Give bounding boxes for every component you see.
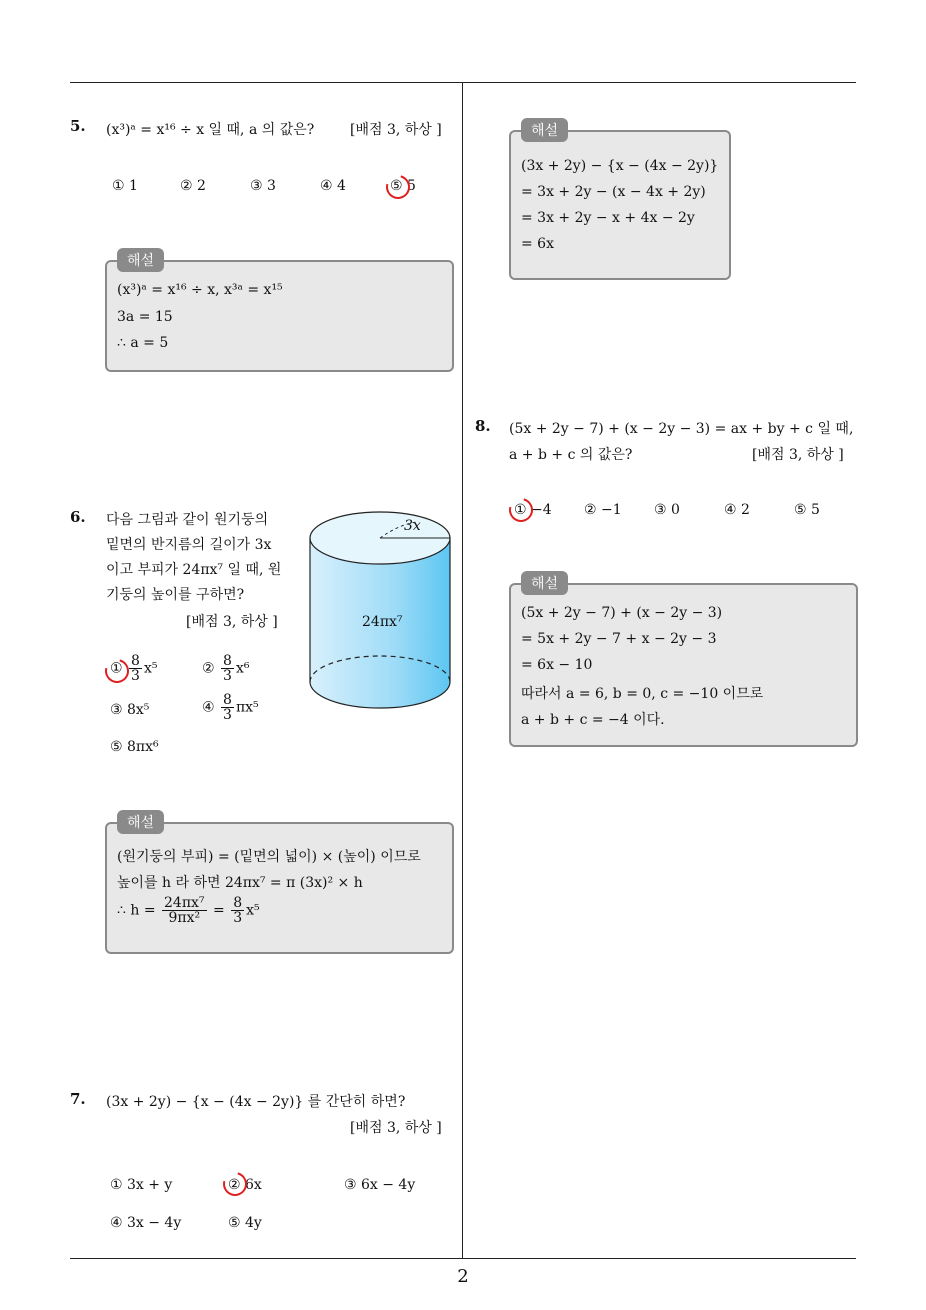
option-4[interactable] [202, 693, 259, 722]
question-text-line: a + b + c 의 값은? [509, 447, 633, 463]
option-1[interactable]: ① 1 [112, 178, 138, 194]
solution-line: 3a = 15 [117, 309, 173, 325]
solution-tag: 해설 [521, 118, 568, 142]
denominator: 3 [131, 668, 140, 684]
option-3[interactable]: ③ 8x⁵ [110, 702, 150, 718]
solution-line: (원기둥의 부피) = (밑면의 넓이) × (높이) 이므로 [117, 849, 421, 865]
solution-line: = 6x [521, 236, 554, 252]
option-4[interactable]: ④ 3x − 4y [110, 1215, 182, 1231]
option-marker: ② [202, 660, 215, 677]
question-number: 7. [70, 1090, 86, 1108]
question-text-line: 이고 부피가 24πx⁷ 일 때, 원 [106, 562, 282, 578]
denominator: 3 [233, 910, 243, 926]
option-3[interactable]: ③ 3 [250, 178, 276, 194]
answer-circle-mark [382, 171, 415, 204]
column-divider [462, 82, 463, 1258]
top-rule [70, 82, 856, 83]
solution-line: ∴ a = 5 [117, 335, 169, 351]
question-number: 5. [70, 117, 86, 135]
solution-line: (3x + 2y) − {x − (4x − 2y)} [521, 158, 719, 174]
fraction [221, 693, 234, 722]
question-text: (x³)ᵃ = x¹⁶ ÷ x 일 때, a 의 값은? [106, 122, 315, 138]
fraction [162, 896, 207, 925]
solution-box [105, 815, 454, 954]
answer-circle-mark [219, 1168, 252, 1201]
option-term: x⁵ [143, 660, 158, 677]
numerator: 8 [223, 692, 232, 708]
fraction [231, 896, 244, 925]
question-number: 8. [475, 417, 491, 435]
option-4[interactable]: ④ 4 [320, 178, 346, 194]
denominator: 3 [223, 707, 232, 723]
fraction [221, 654, 234, 683]
option-1[interactable]: ① −4 [514, 502, 552, 518]
question-text-line: 기둥의 높이를 구하면? [106, 587, 245, 603]
option-2[interactable]: ② 2 [180, 178, 206, 194]
equals-sign: = [213, 902, 225, 919]
solution-box-q7 [509, 123, 731, 280]
solution-line: = 6x − 10 [521, 657, 593, 673]
solution-line: = 3x + 2y − x + 4x − 2y [521, 210, 695, 226]
solution-line: = 5x + 2y − 7 + x − 2y − 3 [521, 631, 717, 647]
numerator: 8 [233, 895, 243, 911]
solution-box [105, 253, 454, 372]
question-text-line: 밑면의 반지름의 길이가 3x [106, 537, 272, 553]
score-label: [배점 3, 하상 ] [350, 122, 442, 138]
solution-line: 높이를 h 라 하면 24πx⁷ = π (3x)² × h [117, 875, 363, 891]
solution-tag: 해설 [521, 571, 568, 595]
option-term: πx⁵ [235, 699, 259, 716]
option-5[interactable]: ⑤ 4y [228, 1215, 262, 1231]
score-label: [배점 3, 하상 ] [186, 614, 278, 630]
question-text: (3x + 2y) − {x − (4x − 2y)} 를 간단히 하면? [106, 1094, 406, 1110]
option-5[interactable]: ⑤ 8πx⁶ [110, 739, 159, 755]
option-2[interactable]: ② −1 [584, 502, 622, 518]
option-1[interactable]: ① 3x + y [110, 1177, 173, 1193]
solution-line: 따라서 a = 6, b = 0, c = −10 이므로 [521, 686, 764, 702]
numerator: 8 [223, 653, 232, 669]
option-marker: ① [110, 660, 123, 677]
solution-line: (x³)ᵃ = x¹⁶ ÷ x, x³ᵃ = x¹⁵ [117, 282, 283, 298]
solution-line [117, 896, 260, 925]
question-number: 6. [70, 508, 86, 526]
solution-tag: 해설 [117, 810, 164, 834]
numerator: 24πx⁷ [164, 895, 205, 911]
solution-line: (5x + 2y − 7) + (x − 2y − 3) [521, 605, 723, 621]
option-5[interactable]: ⑤ 5 [794, 502, 820, 518]
score-label: [배점 3, 하상 ] [752, 447, 844, 463]
solution-term: x⁵ [246, 902, 260, 919]
option-2[interactable] [202, 654, 249, 683]
denominator: 3 [223, 668, 232, 684]
volume-label: 24πx⁷ [362, 614, 403, 630]
radius-label: 3x [404, 518, 421, 534]
option-4[interactable]: ④ 2 [724, 502, 750, 518]
option-5[interactable]: ⑤ 5 [390, 178, 416, 194]
solution-tag: 해설 [117, 248, 164, 272]
solution-box [509, 576, 858, 747]
solution-line: = 3x + 2y − (x − 4x + 2y) [521, 184, 706, 200]
option-2[interactable]: ② 6x [228, 1177, 262, 1193]
question-text-line: (5x + 2y − 7) + (x − 2y − 3) = ax + by + c 일 때, [509, 421, 854, 437]
denominator: 9πx² [168, 910, 201, 926]
therefore-prefix: ∴ h = [117, 902, 156, 919]
bottom-rule [70, 1258, 856, 1259]
option-3[interactable]: ③ 0 [654, 502, 680, 518]
option-3[interactable]: ③ 6x − 4y [344, 1177, 416, 1193]
option-marker: ④ [202, 699, 215, 716]
answer-circle-mark [505, 494, 538, 527]
solution-line: a + b + c = −4 이다. [521, 712, 665, 728]
question-text-line: 다음 그림과 같이 원기둥의 [106, 512, 269, 528]
fraction [129, 654, 142, 683]
numerator: 8 [131, 653, 140, 669]
option-term: x⁶ [235, 660, 250, 677]
score-label: [배점 3, 하상 ] [350, 1120, 442, 1136]
page-number: 2 [457, 1266, 469, 1287]
